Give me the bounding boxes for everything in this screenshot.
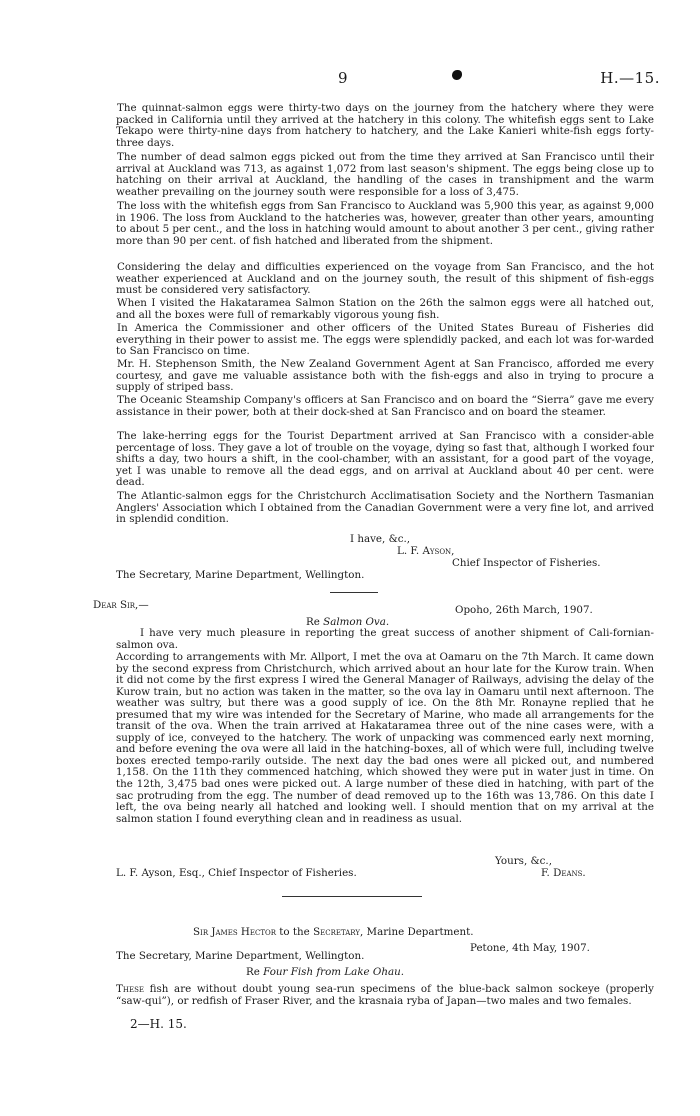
section-divider bbox=[330, 592, 378, 593]
report-paragraph: The Atlantic-salmon eggs for the Christchurch Acclimatisation Society and the Northern Tasmanian Anglers' Association which I obtained from the Canadian Government were a very fine lot, and arrived in splendid condition. bbox=[116, 490, 654, 526]
heading-recipient: Secretary, bbox=[313, 926, 364, 938]
report-paragraph: Mr. H. Stephenson Smith, the New Zealand Government Agent at San Francisco, afforded me every courtesy, and gave me valuable assistance both with the fish-eggs and also in trying to procure a supply of striped bass. bbox=[116, 358, 654, 394]
report-paragraph: The quinnat-salmon eggs were thirty-two days on the journey from the hatchery where they were packed in California until they arrived at the hatchery in this colony. The whitefish eggs sent to Lake Tekapo were thirty-nine days from hatchery to hatchery, and the Lake Kanieri white-fish eggs forty-three days. bbox=[116, 102, 654, 149]
letter-paragraph: According to arrangements with Mr. Allport, I met the ova at Oamaru on the 7th March. It came down by the second express from Christchurch, which arrived about an hour late for the Kurow train. When it did not come by the first express I wired the General Manager of Railways, advising the delay of the Kurow train, but no action was taken in the matter, so the ova lay in Oamaru until next afternoon. The weather was sultry, but there was a good supply of ice. On the 8th Mr. Ronayne replied that he presumed that my wire was intended for the Secretary of Marine, who made all arrangements for the transit of the ova. When the train arrived at Hakataramea three out of the nine cases were, with a supply of ice, conveyed to the hatchery. The work of unpacking was commenced early next morning, and before evening the ova were all laid in the hatching-boxes, all of which were full, including twelve boxes erected tempo-rarily outside. The next day the bad ones were all picked out, and numbered 1,158. On the 11th they commenced hatching, which showed they were put in water just in time. On the 12th, 3,475 bad ones were picked out. A large number of these died in hatching, with part of the sac protruding from the egg. The number of dead removed up to the 16th was 13,786. On this date I left, the ova being nearly all hatched and looking well. I should mention that on my arrival at the salmon station I found everything clean and in readiness as usual. bbox=[116, 651, 654, 825]
signer: F. Deans. bbox=[541, 867, 586, 879]
letter-paragraph: I have very much pleasure in reporting the great success of another shipment of Cali-fornian-salmon ova. bbox=[116, 627, 654, 651]
re-subject: Four Fish from Lake Ohau. bbox=[263, 966, 405, 978]
lead-word: These bbox=[116, 983, 144, 995]
re-subject: Salmon Ova. bbox=[323, 616, 390, 628]
document-reference: H.—15. bbox=[600, 69, 660, 87]
signer: L. F. Ayson, bbox=[397, 545, 455, 557]
place-date: Petone, 4th May, 1907. bbox=[470, 942, 590, 954]
re-prefix: Re bbox=[306, 616, 320, 628]
closing: Yours, &c., bbox=[495, 855, 552, 867]
signature-mark: 2—H. 15. bbox=[130, 1017, 187, 1031]
page-number: 9 bbox=[338, 69, 348, 87]
report-paragraph: The Oceanic Steamship Company's officers at San Francisco and on board the “Sierra” gave me every assistance in their power, both at their dock-shed at San Francisco and on board the steamer. bbox=[116, 394, 654, 418]
heading-to: to the bbox=[279, 926, 310, 938]
place-date: Opoho, 26th March, 1907. bbox=[455, 604, 593, 616]
ink-blot bbox=[452, 70, 462, 80]
addressee: The Secretary, Marine Department, Wellington. bbox=[116, 569, 365, 581]
salutation: Dear Sir,— bbox=[93, 599, 149, 611]
report-paragraph: When I visited the Hakataramea Salmon Station on the 26th the salmon eggs were all hatched out, and all the boxes were full of remarkably vigorous young fish. bbox=[116, 297, 654, 321]
section-divider bbox=[282, 896, 422, 897]
report-paragraph: Considering the delay and difficulties experienced on the voyage from San Francisco, and the hot weather experienced at Auckland and on the journey south, the result of this shipment of fish-eggs must be considered very satisfactory. bbox=[116, 261, 654, 297]
report-paragraph: In America the Commissioner and other officers of the United States Bureau of Fisheries did everything in their power to assist me. The eggs were splendidly packed, and each lot was for-warded to San Francisco on time. bbox=[116, 322, 654, 358]
letter-paragraph bbox=[116, 984, 654, 1007]
re-line bbox=[246, 966, 404, 978]
letter-body: fish are without doubt young sea-run specimens of the blue-back salmon sockeye (properly “saw-qui”), or redfish of Fraser River, and the krasnaia ryba of Japan—two males and two females. bbox=[116, 983, 654, 1007]
re-prefix: Re bbox=[246, 966, 260, 978]
addressee: L. F. Ayson, Esq., Chief Inspector of Fisheries. bbox=[116, 867, 357, 879]
closing: I have, &c., bbox=[350, 533, 411, 545]
report-paragraph: The number of dead salmon eggs picked out from the time they arrived at San Francisco until their arrival at Auckland was 713, as against 1,072 from last season's shipment. The eggs being close up to hatching on their arrival at Auckland, the handling of the cases in transhipment and the warm weather prevailing on the journey south were responsible for a loss of 3,475. bbox=[116, 151, 654, 198]
signer-title: Chief Inspector of Fisheries. bbox=[452, 557, 601, 569]
letter-heading bbox=[193, 926, 473, 938]
report-paragraph: The loss with the whitefish eggs from San Francisco to Auckland was 5,900 this year, as against 9,000 in 1906. The loss from Auckland to the hatcheries was, however, greater than other years, amounting to about 5 per cent., and the loss in hatching would amount to about another 3 per cent., giving rather more than 90 per cent. of fish hatched and liberated from the shipment. bbox=[116, 200, 654, 247]
heading-from: Sir James Hector bbox=[193, 926, 277, 938]
heading-rest: Marine Department. bbox=[366, 926, 474, 938]
addressee: The Secretary, Marine Department, Wellington. bbox=[116, 950, 365, 962]
report-paragraph: The lake-herring eggs for the Tourist Department arrived at San Francisco with a consider-able percentage of loss. They gave a lot of trouble on the voyage, dying so fast that, although I worked four shifts a day, two hours a shift, in the cool-chamber, with an assistant, for a good part of the voyage, yet I was unable to remove all the dead eggs, and on arrival at Auckland about 40 per cent. were dead. bbox=[116, 430, 654, 489]
